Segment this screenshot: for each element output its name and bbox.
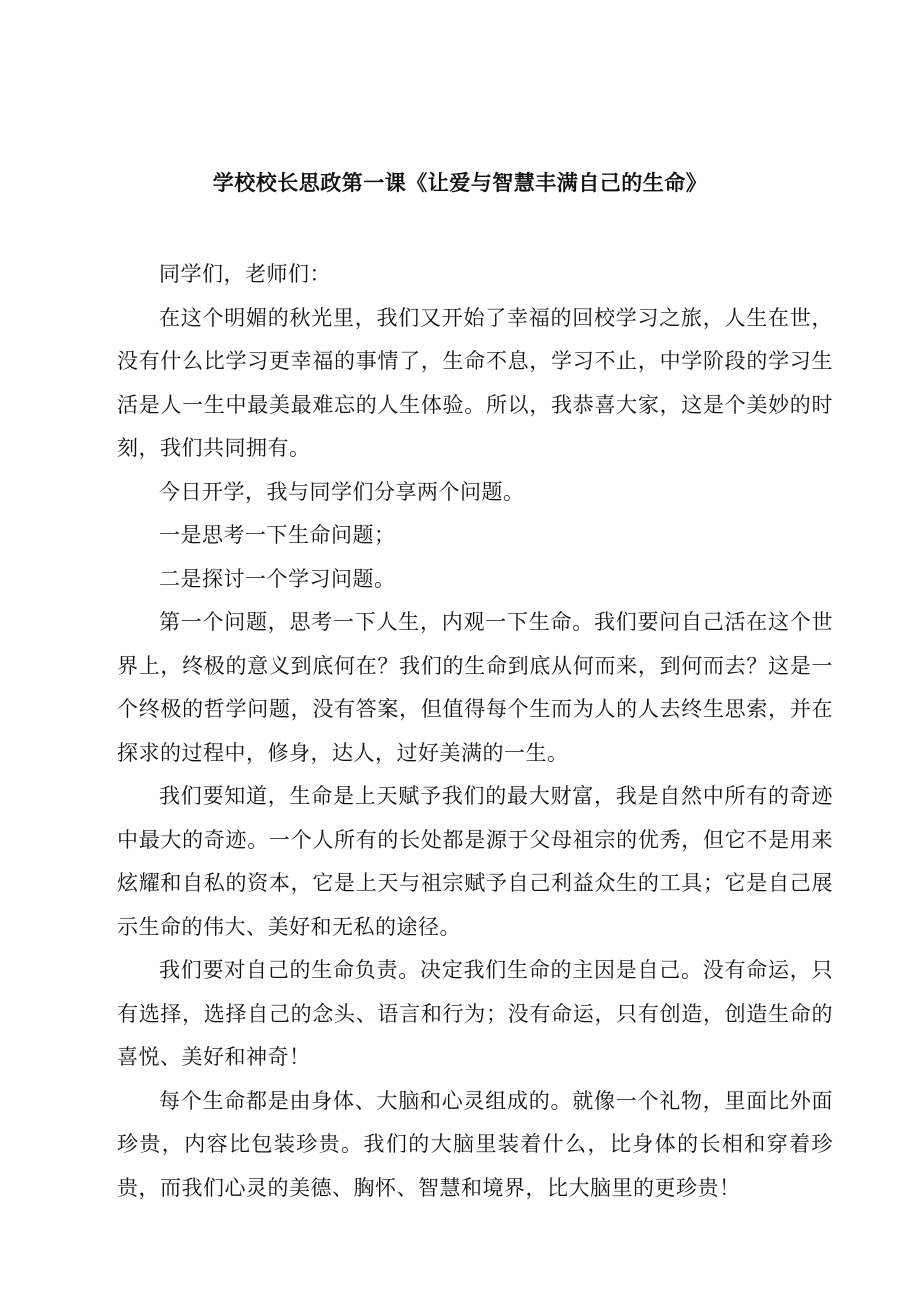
paragraph-topic-two: 二是探讨一个学习问题。 [159,566,396,591]
paragraph-topic-one: 一是思考一下生命问题； [159,523,396,547]
paragraph-greeting: 同学们，老师们： [159,262,331,286]
paragraph-first-question: 第一个问题，思考一下人生，内观一下生命。我们要问自己活在这个世界上，终极的意义到底何在？我们的生命到底从何而来，到何而去？这是一个终极的哲学问题，没有答案，但值得每个生而为人的人去终生思索，并在探求的过程中，修身，达人，过好美满的一生。 [117,610,833,765]
paragraph-responsibility: 我们要对自己的生命负责。决定我们生命的主因是自己。没有命运，只有选择，选择自己的念头、语言和行为；没有命运，只有创造，创造生命的喜悦、美好和神奇！ [117,958,833,1069]
page-title: 学校校长思政第一课《让爱与智慧丰满自己的生命》 [212,171,708,195]
document-body [117,253,833,1210]
paragraph-body-mind-soul: 每个生命都是由身体、大脑和心灵组成的。就像一个礼物，里面比外面珍贵，内容比包装珍贵。我们的大脑里装着什么，比身体的长相和穿着珍贵，而我们心灵的美德、胸怀、智慧和境界，比大脑里的更珍贵！ [117,1088,833,1200]
paragraph-topics-intro: 今日开学，我与同学们分享两个问题。 [159,479,525,504]
paragraph-life-wealth: 我们要知道，生命是上天赋予我们的最大财富，我是自然中所有的奇迹中最大的奇迹。一个人所有的长处都是源于父母祖宗的优秀，但它不是用来炫耀和自私的资本，它是上天与祖宗赋予自己利益众生的工具；它是自己展示生命的伟大、美好和无私的途径。 [117,784,833,939]
paragraph-opening: 在这个明媚的秋光里，我们又开始了幸福的回校学习之旅，人生在世，没有什么比学习更幸福的事情了，生命不息，学习不止，中学阶段的学习生活是人一生中最美最难忘的人生体验。所以，我恭喜大家，这是个美妙的时刻，我们共同拥有。 [117,305,833,460]
